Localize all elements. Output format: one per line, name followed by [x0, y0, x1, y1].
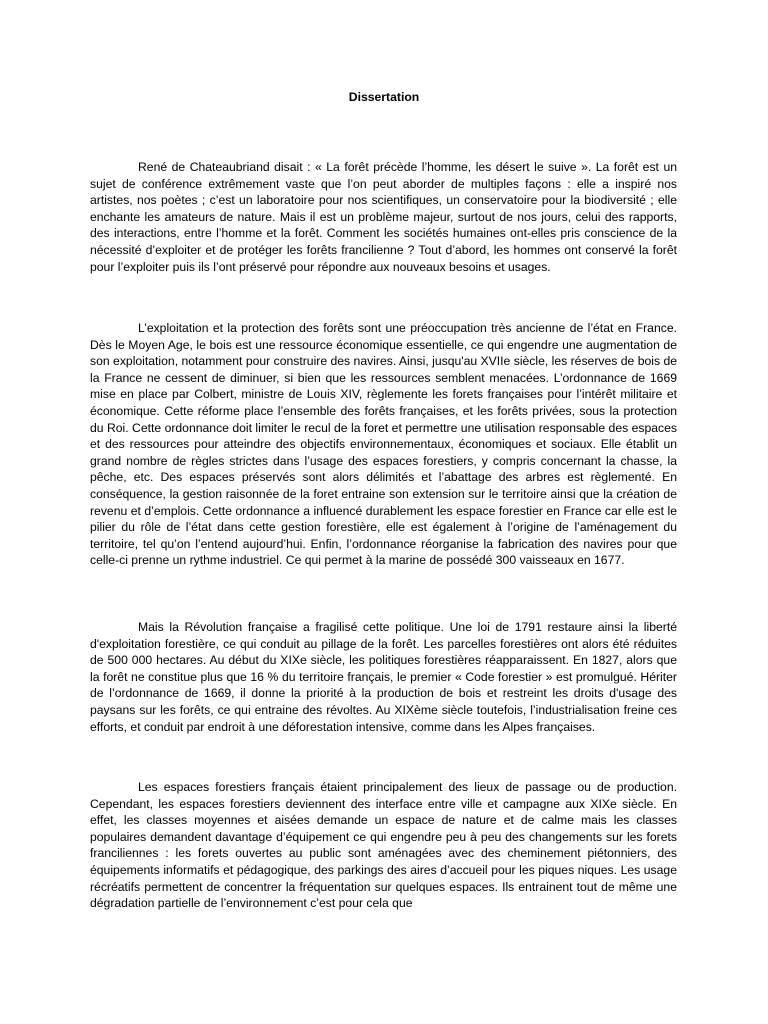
paragraph-revolution: Mais la Révolution française a fragilisé cette politique. Une loi de 1791 restaure ainsi la liberté d'exploitation forestière, ce qui conduit au pillage de la forêt. Les parcelles forestières ont alors été réduites de 500 000 hectares. Au début du XIXe siècle, les politiques forestières réapparaissent. En 1827, alors que la forêt ne constitue plus que 16 % du territoire français, le premier « Code forestier » est promulgué. Hériter de l’ordonnance de 1669, il donne la priorité à la production de bois et restreint les droits d'usage des paysans sur les forêts, ce qui entraine des révoltes. Au XIXème siècle toutefois, l’industrialisation freine ces efforts, et conduit par endroit à une déforestation intensive, comme dans les Alpes françaises.: [90, 620, 677, 734]
paragraph-usages: Les espaces forestiers français étaient principalement des lieux de passage ou de production. Cependant, les espaces forestiers deviennent des interface entre ville et campagne aux XIXe siècle. En effet, les classes moyennes et aisées demande un espace de nature et de calme mais les classes populaires demandent davantage d’équipement ce qui engendre peu à peu des changements sur les forets franciliennes : les forets ouvertes au public sont aménagées avec des cheminement piétonniers, des équipements informatifs et pédagogique, des parkings des aires d’accueil pour les piques niques. Les usage récréatifs permettent de concentrer la fréquentation sur quelques espaces. Ils entrainent tout de même une dégradation partielle de l’environnement c’est pour cela que: [90, 780, 677, 911]
paragraph-introduction: René de Chateaubriand disait : « La forêt précède l’homme, les désert le suive ». La forêt est un sujet de conférence extrêmement vaste que l’on peut aborder de multiples façons : elle a inspiré nos artistes, nos poètes ; c’est un laboratoire pour nos scientifiques, un conservatoire pour la biodiversité ; elle enchante les amateurs de nature. Mais il est un problème majeur, surtout de nos jours, celui des rapports, des interactions, entre l’homme et la forêt. Comment les sociétés humaines ont-elles pris conscience de la nécessité d’exploiter et de protéger les forêts francilienne ? Tout d’abord, les hommes ont conservé la forêt pour l’exploiter puis ils l’ont préservé pour répondre aux nouveaux besoins et usages.: [90, 160, 677, 274]
paragraph-exploitation: L’exploitation et la protection des forêts sont une préoccupation très ancienne de l’état en France. Dès le Moyen Age, le bois est une ressource économique essentielle, ce qui engendre une augmentation de son exploitation, notamment pour construire des navires. Ainsi, jusqu'au XVIIe siècle, les réserves de bois de la France ne cessent de diminuer, si bien que les ressources semblent menacées. L’ordonnance de 1669 mise en place par Colbert, ministre de Louis XIV, règlemente les forets françaises pour l’intérêt militaire et économique. Cette réforme place l’ensemble des forêts françaises, et les forêts privées, sous la protection du Roi. Cette ordonnance doit limiter le recul de la foret et permettre une utilisation responsable des espaces et des ressources pour atteindre des objectifs environnementaux, économiques et sociaux. Elle établit un grand nombre de règles strictes dans l’usage des espaces forestiers, y compris concernant la chasse, la pêche, etc. Des espaces préservés sont alors délimités et l’abattage des arbres est règlementé. En conséquence, la gestion raisonnée de la foret entraine son extension sur le territoire ainsi que la création de revenu et d’emplois. Cette ordonnance a influencé durablement les espace forestier en France car elle est le pilier du rôle de l’état dans cette gestion forestière, elle est également à l’origine de l’aménagement du territoire, tel qu’on l’entend aujourd’hui. Enfin, l’ordonnance réorganise la fabrication des navires pour que celle-ci prenne un rythme industriel. Ce qui permet à la marine de possédé 300 vaisseaux en 1677.: [90, 321, 677, 568]
document-title: Dissertation: [348, 90, 420, 104]
